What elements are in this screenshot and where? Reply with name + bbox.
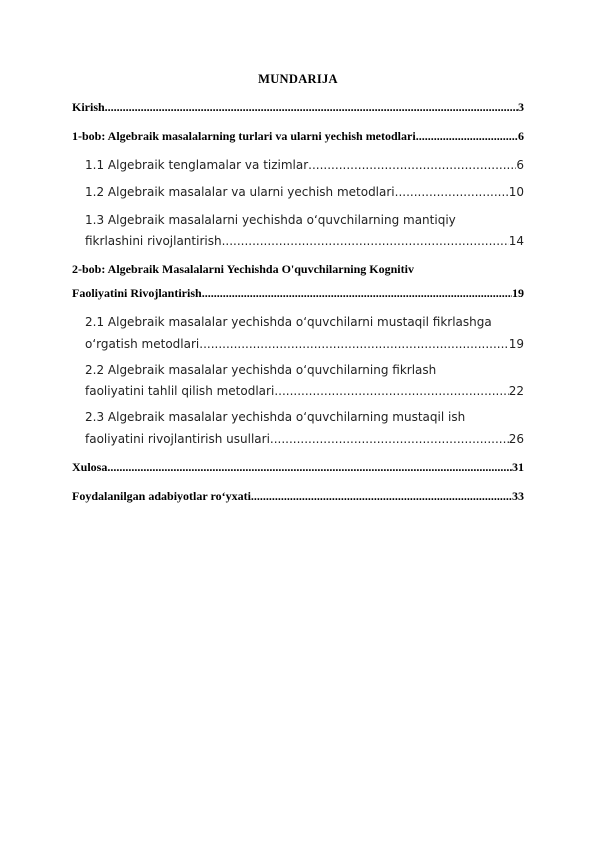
toc-page-number: 19 xyxy=(508,337,524,351)
toc-entry-section-1-2[interactable] xyxy=(72,185,524,199)
toc-entry-text: fikrlashini rivojlantirish xyxy=(85,234,222,248)
toc-entry-section-2-2-line1[interactable]: 2.2 Algebraik masalalar yechishda o‘quvchilarning fikrlash xyxy=(85,363,437,377)
toc-page-number: 14 xyxy=(508,234,524,248)
toc-entry-text: Kirish xyxy=(72,100,105,114)
toc-page-number: 19 xyxy=(512,286,524,300)
leader-dots xyxy=(199,337,508,351)
toc-page-number: 31 xyxy=(512,460,524,474)
toc-entry-xulosa[interactable] xyxy=(72,460,524,475)
leader-dots xyxy=(274,384,508,398)
toc-entry-adabiyotlar[interactable] xyxy=(72,489,524,504)
leader-dots xyxy=(202,286,512,301)
toc-entry-section-1-3[interactable] xyxy=(72,234,524,248)
toc-entry-chapter-2-line1[interactable]: 2-bob: Algebraik Masalalarni Yechishda O'quvchilarning Kognitiv xyxy=(72,262,414,276)
toc-entry-section-2-2[interactable] xyxy=(72,384,524,398)
toc-entry-text: 1.2 Algebraik masalalar va ularni yechish metodlari xyxy=(85,185,395,199)
toc-entry-text: faoliyatini tahlil qilish metodlari xyxy=(85,384,275,398)
leader-dots xyxy=(107,460,512,475)
toc-entry-text: Xulosa xyxy=(72,460,108,474)
toc-entry-chapter-2[interactable] xyxy=(72,286,524,301)
toc-page-number: 22 xyxy=(508,384,524,398)
toc-page-number: 3 xyxy=(518,100,524,114)
toc-entry-section-2-3[interactable] xyxy=(72,432,524,446)
toc-page-number: 33 xyxy=(512,489,524,503)
toc-entry-text: o‘rgatish metodlari xyxy=(85,337,200,351)
toc-page-number: 6 xyxy=(516,158,524,172)
toc-entry-section-1-1[interactable] xyxy=(72,158,524,172)
toc-entry-kirish[interactable] xyxy=(72,100,524,115)
leader-dots xyxy=(105,100,518,115)
toc-entry-text: 1.1 Algebraik tenglamalar va tizimlar xyxy=(85,158,309,172)
toc-entry-section-2-1[interactable] xyxy=(72,337,524,351)
toc-entry-chapter-1[interactable] xyxy=(72,129,524,144)
leader-dots xyxy=(222,234,509,248)
toc-entry-section-1-3-line1[interactable]: 1.3 Algebraik masalalarni yechishda o‘quvchilarning mantiqiy xyxy=(85,213,456,227)
toc-entry-text: Foydalanilgan adabiyotlar ro‘yxati xyxy=(72,489,251,503)
toc-title: MUNDARIJA xyxy=(258,72,338,86)
leader-dots xyxy=(308,158,516,172)
leader-dots xyxy=(270,432,509,446)
leader-dots xyxy=(416,129,518,144)
leader-dots xyxy=(395,185,509,199)
toc-entry-section-2-1-line1[interactable]: 2.1 Algebraik masalalar yechishda o‘quvchilarni mustaqil fikrlashga xyxy=(85,315,492,329)
toc-page-number: 6 xyxy=(518,129,524,143)
leader-dots xyxy=(251,489,512,504)
toc-entry-text: faoliyatini rivojlantirish usullari xyxy=(85,432,270,446)
toc-entry-text: 1-bob: Algebraik masalalarning turlari va ularni yechish metodlari xyxy=(72,129,416,143)
toc-entry-text: Faoliyatini Rivojlantirish xyxy=(72,286,202,300)
toc-page-number: 26 xyxy=(508,432,524,446)
toc-entry-section-2-3-line1[interactable]: 2.3 Algebraik masalalar yechishda o‘quvchilarning mustaqil ish xyxy=(85,410,466,424)
toc-page-number: 10 xyxy=(508,185,524,199)
